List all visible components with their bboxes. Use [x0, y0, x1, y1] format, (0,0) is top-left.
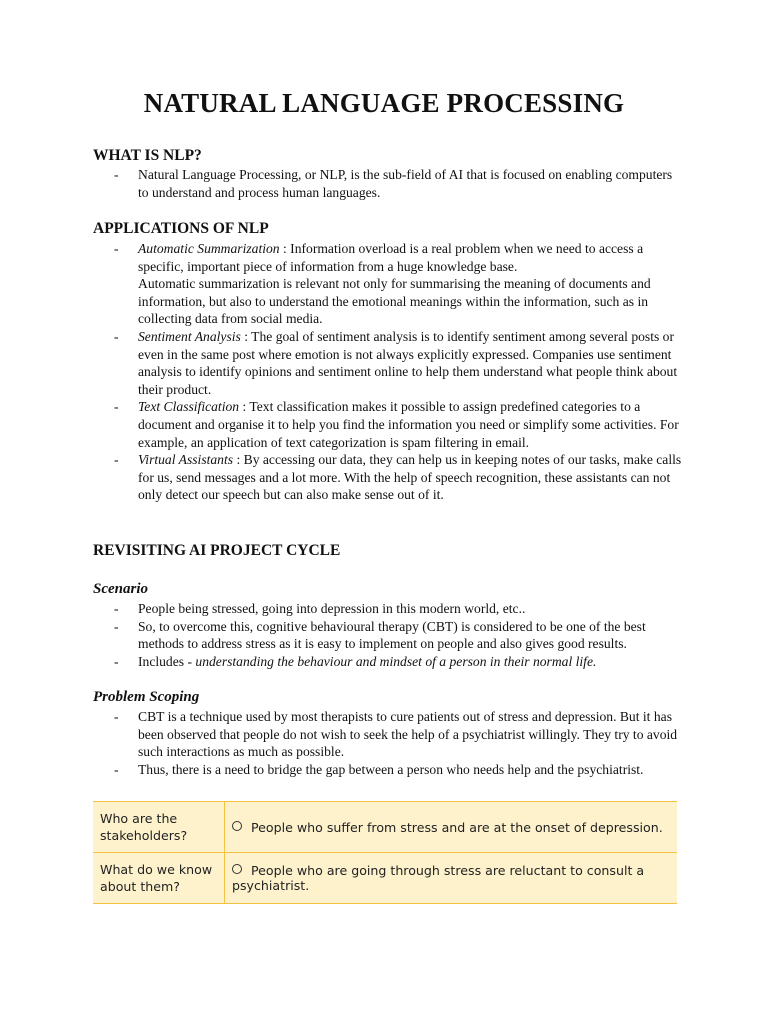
heading-scenario: Scenario — [93, 581, 149, 597]
scenario-list — [93, 600, 683, 670]
includes-label: Includes - — [138, 653, 196, 669]
applications-list — [93, 240, 683, 504]
list-item: - So, to overcome this, cognitive behavioural therapy (CBT) is considered to be one of the best methods to address stress as it is easy to implement on people and also gives good results. — [93, 618, 683, 653]
term-label: Automatic Summarization — [138, 241, 280, 256]
term-label: Sentiment Analysis — [138, 328, 241, 344]
list-item: - People being stressed, going into depression in this modern world, etc.. — [93, 600, 683, 618]
list-item — [93, 653, 683, 671]
stakeholder-table — [93, 801, 677, 904]
answer-text: People who suffer from stress and are at the onset of depression. — [251, 819, 663, 835]
list-item: - Natural Language Processing, or NLP, is the sub-field of AI that is focused on enabling computers to understand and process human languages. — [93, 166, 683, 201]
includes-text: understanding the behaviour and mindset of a person in their normal life. — [195, 653, 597, 669]
term-extra-text: Automatic summarization is relevant not only for summarising the meaning of documents and information, but also to understand the emotional meanings within the information, such as in collecting data from social media. — [138, 276, 651, 327]
table-row — [93, 853, 677, 904]
list-item-classification — [93, 398, 683, 451]
table-answer — [225, 853, 678, 904]
table-question: What do we know about them? — [93, 853, 225, 904]
term-text: : Information overload is a real problem when we need to access a specific, important piece of information from a huge knowledge base. — [138, 241, 644, 274]
list-item: - CBT is a technique used by most therapists to cure patients out of stress and depression. But it has been observed that people do not wish to seek the help of a psychiatrist willingly. They try to avoid such interactions as much as possible. — [93, 708, 683, 761]
term-text: : By accessing our data, they can help us in keeping notes of our tasks, make calls for us, send messages and a lot more. With the help of speech recognition, these assistants can not only detect our speech but can also make sense out of it. — [138, 452, 682, 503]
table-answer — [225, 802, 678, 853]
circle-bullet-icon — [232, 864, 242, 874]
answer-text: People who are going through stress are reluctant to consult a psychiatrist. — [232, 863, 645, 893]
heading-what-is-nlp: WHAT IS NLP? — [93, 147, 202, 164]
heading-applications: APPLICATIONS OF NLP — [93, 220, 269, 237]
term-text: : The goal of sentiment analysis is to identify sentiment among several posts or even in the same post where emotion is not always explicitly expressed. Companies use sentiment analysis to identify opinions and sentiment online to help them understand what people think about their product. — [138, 328, 678, 397]
table-row — [93, 802, 677, 853]
heading-problem-scoping: Problem Scoping — [93, 689, 200, 705]
term-text: : Text classification makes it possible to assign predefined categories to a document and organise it to help you find the information you need or simplify some activities. For example, an application of text categorization is spam filtering in email. — [138, 399, 679, 450]
heading-revisiting: REVISITING AI PROJECT CYCLE — [93, 542, 341, 559]
table-question: Who are the stakeholders? — [93, 802, 225, 853]
list-item: - Thus, there is a need to bridge the gap between a person who needs help and the psychiatrist. — [93, 761, 683, 779]
list-item-summarization — [93, 240, 683, 328]
list-item-assistants — [93, 451, 683, 504]
problem-list — [93, 708, 683, 778]
circle-bullet-icon — [232, 821, 242, 831]
page-title: NATURAL LANGUAGE PROCESSING — [143, 88, 625, 118]
term-label: Virtual Assistants — [138, 452, 234, 468]
term-label: Text Classification — [138, 399, 240, 415]
list-item-sentiment — [93, 328, 683, 398]
what-is-list — [93, 166, 683, 201]
